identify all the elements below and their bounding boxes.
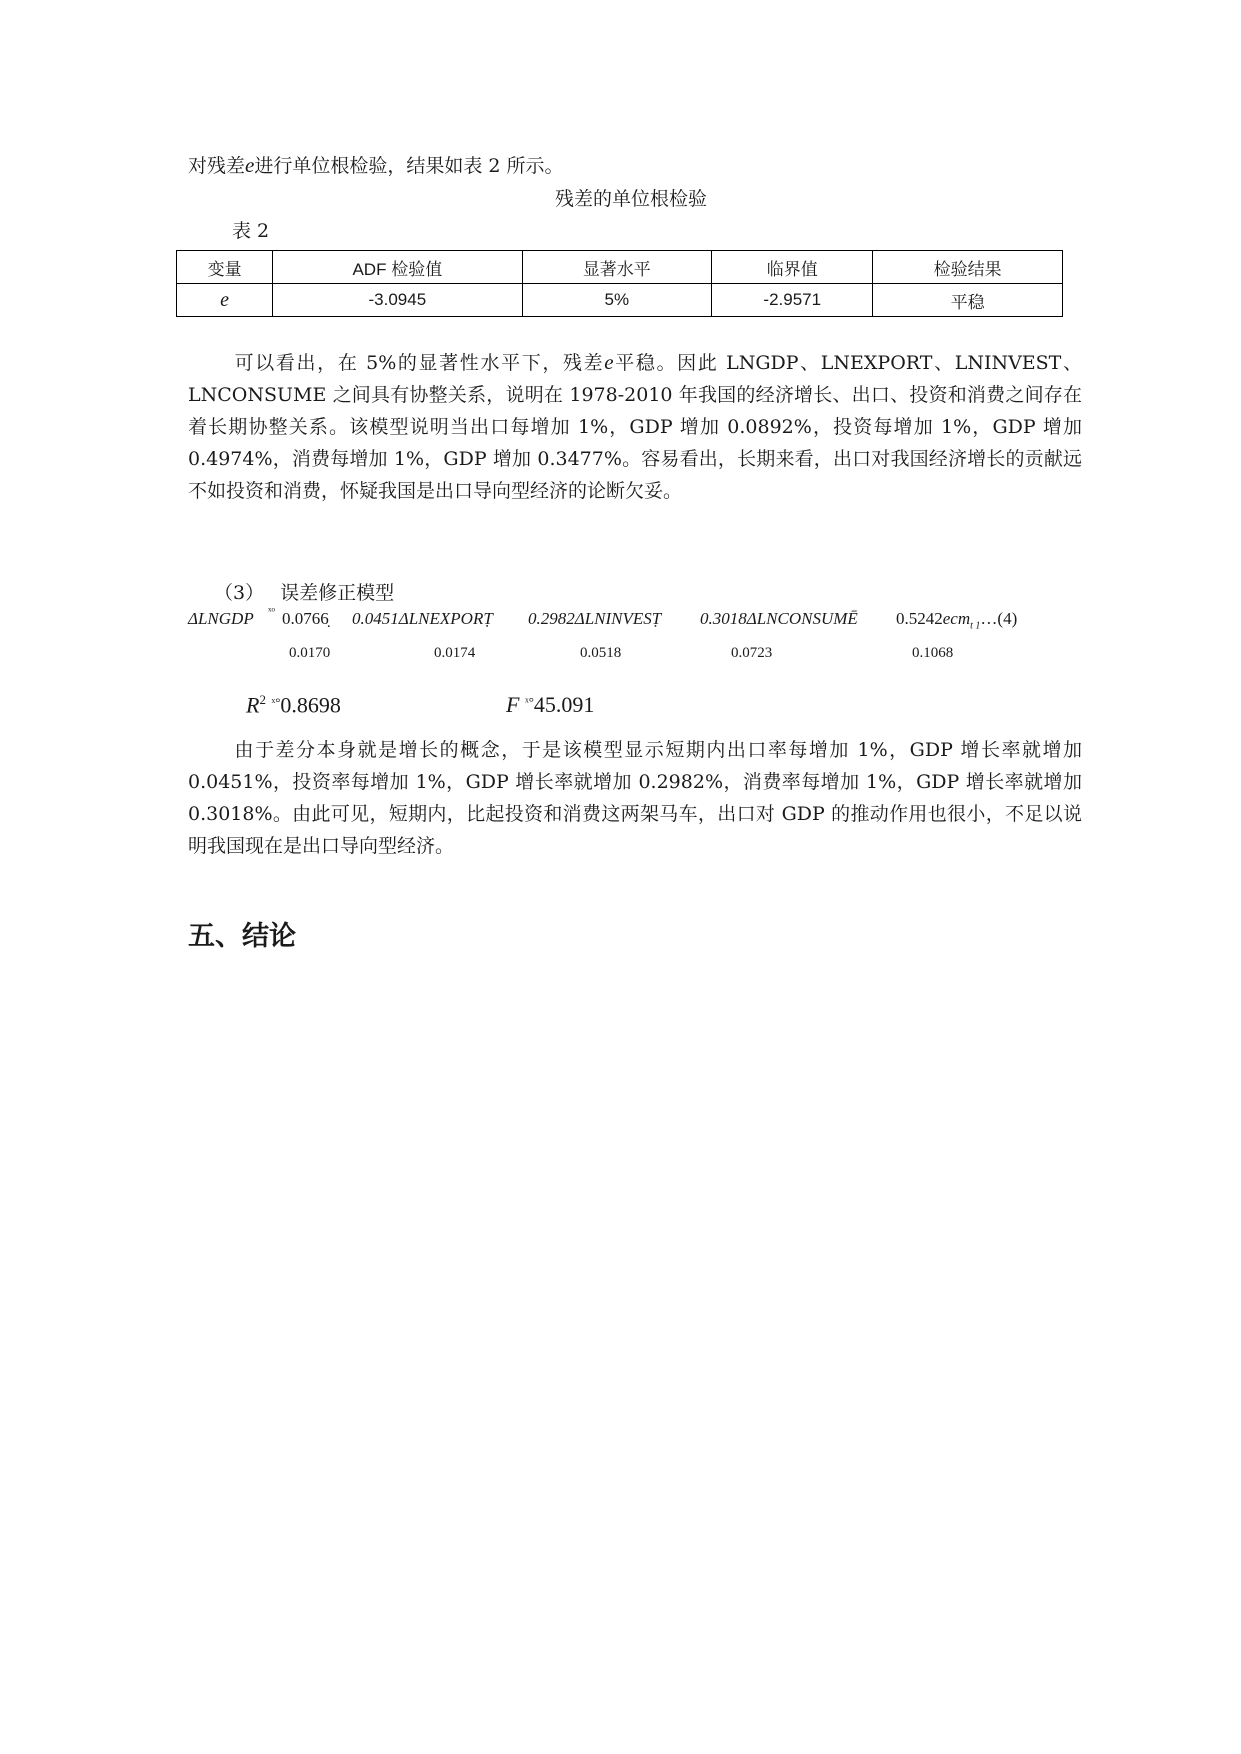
std-error: 0.0723 bbox=[731, 645, 773, 661]
std-error: 0.0170 bbox=[289, 645, 331, 661]
table-title: 残差的单位根检验 bbox=[555, 188, 708, 210]
table-header-cell: 变量 bbox=[177, 251, 273, 284]
table-header-cell: 检验结果 bbox=[873, 251, 1063, 284]
table-header-cell: ADF 检验值 bbox=[273, 251, 522, 284]
intro-line bbox=[188, 149, 564, 182]
intro-var: e bbox=[245, 153, 255, 177]
equation-term-export: 0.0451ΔLNEXPORṬ bbox=[352, 609, 493, 628]
paragraph-cointegration bbox=[188, 346, 1082, 507]
subsection-text: 误差修正模型 bbox=[280, 582, 395, 604]
para1-lead: 可以看出，在 5%的显著性水平下，残差 bbox=[233, 352, 605, 374]
r-glyph: ˣ° bbox=[271, 694, 281, 710]
ecm-variable: ecm bbox=[942, 609, 971, 628]
subsection-title bbox=[214, 577, 394, 609]
equation-term-consume: 0.3018ΔLNCONSUMĒ bbox=[700, 609, 858, 628]
para2-text: 由于差分本身就是增长的概念，于是该模型显示短期内出口率每增加 1%，GDP 增长率就增加 0.0451%，投资率每增加 1%，GDP 增长率就增加 0.2982%，消费率每增加 1%，GDP 增长率就增加 0.3018%。由此可见，短期内，比起投资和消费这两架马车，出口对 GDP 的推动作用也很小，不足以说明我国现在是出口导向型经济。 bbox=[188, 739, 1082, 857]
table-cell: 5% bbox=[522, 284, 712, 317]
subsection-number: （3） bbox=[214, 582, 265, 604]
r-squared bbox=[246, 692, 341, 718]
std-error: 0.0174 bbox=[434, 645, 476, 661]
table-header-row bbox=[177, 251, 1063, 284]
f-value: 45.091 bbox=[533, 692, 595, 717]
intro-suffix: 进行单位根检验，结果如表 2 所示。 bbox=[254, 155, 564, 177]
equation-lhs: ΔLNGDP bbox=[188, 609, 254, 628]
ecm-subscript: t 1 bbox=[970, 620, 981, 632]
table-label: 表 2 bbox=[232, 220, 270, 242]
table-cell: e bbox=[177, 284, 273, 317]
table-header-cell: 临界值 bbox=[712, 251, 873, 284]
table-cell: 平稳 bbox=[873, 284, 1063, 317]
r-exponent: 2 bbox=[259, 692, 266, 707]
f-glyph: ˣ° bbox=[524, 694, 534, 709]
para1-var: e bbox=[604, 350, 614, 374]
table-row bbox=[177, 284, 1063, 317]
f-statistic bbox=[506, 692, 594, 718]
table-cell: -2.9571 bbox=[712, 284, 873, 317]
section-heading: 五、结论 bbox=[188, 921, 296, 952]
std-error: 0.0518 bbox=[580, 645, 622, 661]
unit-root-table bbox=[176, 250, 1063, 317]
f-symbol: F bbox=[506, 692, 520, 717]
paragraph-ecm bbox=[188, 734, 1082, 862]
equation-term-invest: 0.2982ΔLNINVESṬ bbox=[528, 609, 662, 628]
ecm-coefficient: 0.5242 bbox=[896, 609, 943, 628]
equation-number: …(4) bbox=[980, 609, 1018, 628]
table-cell: -3.0945 bbox=[273, 284, 522, 317]
equation-intercept: 0.0766̣ bbox=[282, 609, 329, 628]
std-error: 0.1068 bbox=[912, 645, 954, 661]
para1-rest: 平稳。因此 LNGDP、LNEXPORT、LNINVEST、LNCONSUME 之间具有协整关系，说明在 1978-2010 年我国的经济增长、出口、投资和消费之间存在着长期协整关系。该模型说明当出口每增加 1%，GDP 增加 0.0892%，投资每增加 1%，GDP 增加 0.4974%，消费每增加 1%，GDP 增加 0.3477%。容易看出，长期来看，出口对我国经济增长的贡献远不如投资和消费，怀疑我国是出口导向型经济的论断欠妥。 bbox=[188, 352, 1082, 502]
intro-prefix: 对残差 bbox=[188, 155, 246, 177]
equation-glyph: ˣᵒ bbox=[268, 604, 275, 618]
r-squared-value: 0.8698 bbox=[280, 692, 341, 718]
table-header-cell: 显著水平 bbox=[522, 251, 712, 284]
equation-term-ecm bbox=[896, 609, 1017, 631]
r-symbol: R bbox=[246, 692, 260, 718]
